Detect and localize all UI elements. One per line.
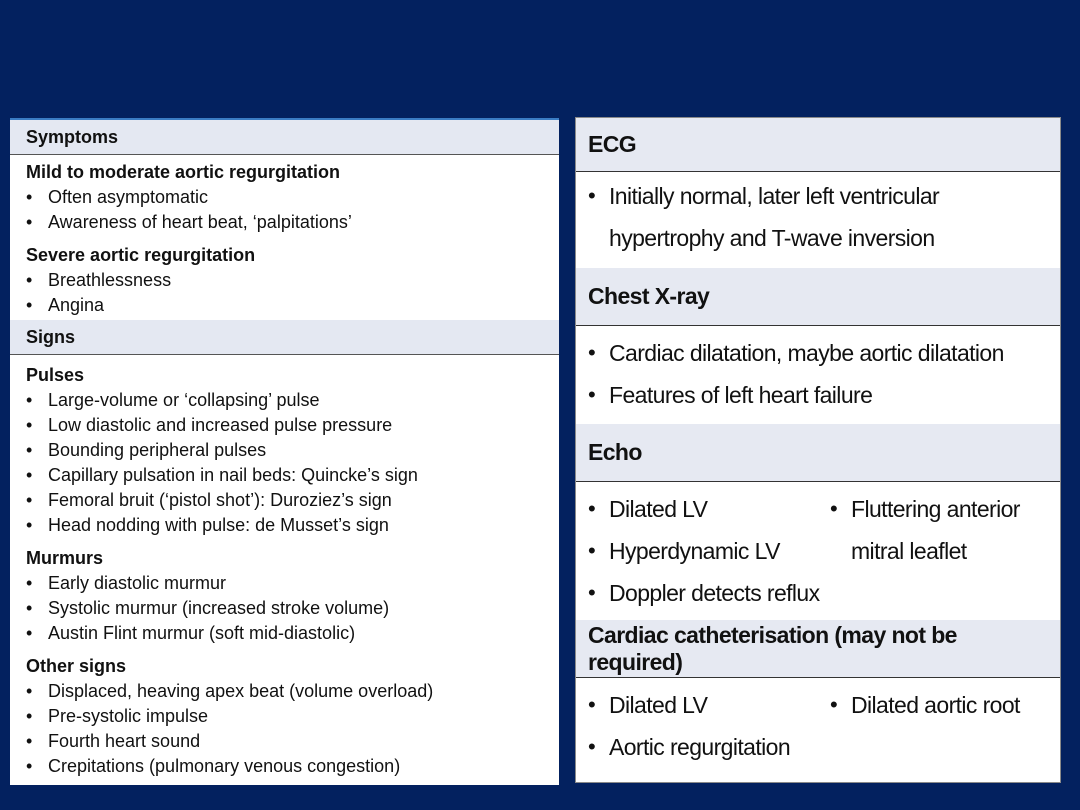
- pulses-list: [26, 388, 543, 538]
- list-item: • Cardiac dilatation, maybe aortic dilatation: [588, 332, 1048, 374]
- cath-list-left: [588, 684, 830, 782]
- list-item: • Bounding peripheral pulses: [26, 438, 543, 463]
- list-item: • Large-volume or ‘collapsing’ pulse: [26, 388, 543, 413]
- echo-list-right: [830, 488, 1048, 620]
- murmurs-list: [26, 571, 543, 646]
- list-item: • Breathlessness: [26, 268, 543, 293]
- symptoms-signs-table: [10, 118, 559, 785]
- investigations-table: [575, 117, 1061, 783]
- echo-section: [576, 482, 1060, 620]
- list-item: • Dilated LV: [588, 684, 830, 726]
- pulses-title: Pulses: [26, 365, 85, 385]
- chest-xray-list: [588, 332, 1048, 416]
- list-item: • Austin Flint murmur (soft mid-diastolic): [26, 621, 543, 646]
- list-item: • Early diastolic murmur: [26, 571, 543, 596]
- list-item: • Systolic murmur (increased stroke volume): [26, 596, 543, 621]
- list-item: • Fluttering anterior mitral leaflet: [830, 488, 1048, 572]
- other-signs-title: Other signs: [26, 656, 127, 676]
- echo-header: Echo: [576, 424, 1060, 482]
- list-item: • Femoral bruit (‘pistol shot’): Duroziez’s sign: [26, 488, 543, 513]
- ecg-header: ECG: [576, 118, 1060, 172]
- list-item: • Features of left heart failure: [588, 374, 1048, 416]
- signs-section: [10, 355, 559, 785]
- ecg-list: [588, 175, 1048, 259]
- list-item: • Low diastolic and increased pulse pressure: [26, 413, 543, 438]
- ecg-section: [576, 172, 1060, 268]
- list-item: • Often asymptomatic: [26, 185, 543, 210]
- symptoms-section: [10, 155, 559, 320]
- list-item: • Displaced, heaving apex beat (volume overload): [26, 679, 543, 704]
- list-item: • Dilated LV: [588, 488, 830, 530]
- mild-title: Mild to moderate aortic regurgitation: [26, 162, 341, 182]
- list-item: • Hyperdynamic LV: [588, 530, 830, 572]
- echo-list-left: [588, 488, 830, 620]
- cardiac-catheterisation-section: [576, 678, 1060, 782]
- list-item: • Doppler detects reflux: [588, 572, 830, 614]
- symptoms-header: Symptoms: [10, 120, 559, 155]
- other-signs-list: [26, 679, 543, 779]
- murmurs-title: Murmurs: [26, 548, 104, 568]
- cardiac-catheterisation-header: Cardiac catheterisation (may not be required): [576, 620, 1060, 678]
- severe-title: Severe aortic regurgitation: [26, 245, 256, 265]
- list-item: • Aortic regurgitation: [588, 726, 830, 768]
- chest-xray-header: Chest X-ray: [576, 268, 1060, 326]
- list-item: • Dilated aortic root: [830, 684, 1048, 726]
- list-item: • Awareness of heart beat, ‘palpitations’: [26, 210, 543, 235]
- list-item: • Angina: [26, 293, 543, 318]
- list-item: • Pre-systolic impulse: [26, 704, 543, 729]
- list-item: • Crepitations (pulmonary venous congestion): [26, 754, 543, 779]
- severe-list: [26, 268, 543, 318]
- mild-list: [26, 185, 543, 235]
- list-item: • Head nodding with pulse: de Musset’s sign: [26, 513, 543, 538]
- list-item: • Fourth heart sound: [26, 729, 543, 754]
- list-item: • Capillary pulsation in nail beds: Quincke’s sign: [26, 463, 543, 488]
- chest-xray-section: [576, 326, 1060, 424]
- signs-header: Signs: [10, 320, 559, 355]
- cath-list-right: [830, 684, 1048, 782]
- list-item: • Initially normal, later left ventricular hypertrophy and T-wave inversion: [588, 175, 1048, 259]
